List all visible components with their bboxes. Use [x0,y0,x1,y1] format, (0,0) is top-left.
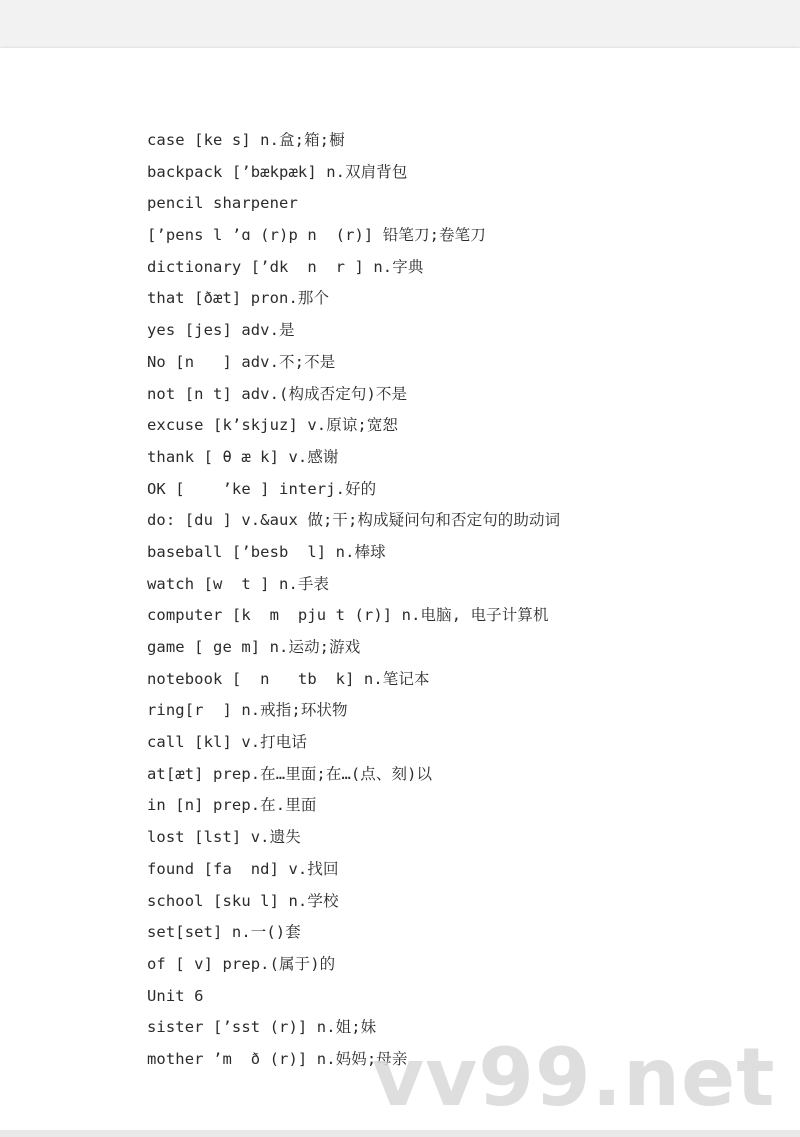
vocabulary-entry: watch [w t ] n.手表 [147,574,330,593]
vocabulary-entry: call [kl] v.打电话 [147,733,307,752]
vocabulary-entry: No [n ] adv.不;不是 [147,352,336,371]
vocabulary-entry: mother ’m ð (r)] n.妈妈;母亲 [147,1049,408,1068]
vocabulary-entry: thank [ θ æ k] v.感谢 [147,447,339,466]
vocabulary-entry: that [ðæt] pron.那个 [147,289,330,308]
vocabulary-entry: excuse [k’skjuz] v.原谅;宽恕 [147,416,399,435]
vocabulary-entry: not [n t] adv.(构成否定句)不是 [147,384,408,403]
vocabulary-entry: dictionary [’dk n r ] n.字典 [147,257,424,276]
vocabulary-entry: ring[r ] n.戒指;环状物 [147,701,348,720]
page-bottom-edge [0,1130,800,1137]
vocabulary-entry: set[set] n.一()套 [147,923,301,942]
vocabulary-entry: school [sku l] n.学校 [147,891,339,910]
unit-heading: Unit 6 [147,986,204,1005]
vocabulary-entry: notebook [ n tb k] n.笔记本 [147,669,430,688]
vocabulary-entry: pencil sharpener [147,194,298,213]
vocabulary-entry: OK [ ’ke ] interj.好的 [147,479,377,498]
vocabulary-entry: [’pens l ’ɑ (r)p n (r)] 铅笔刀;卷笔刀 [147,226,486,245]
vocabulary-entry: case [ke s] n.盒;箱;橱 [147,131,345,149]
vocabulary-entry: at[æt] prep.在…里面;在…(点、刻)以 [147,764,433,783]
vocabulary-entry: found [fa nd] v.找回 [147,859,339,878]
vocabulary-entry: game [ ge m] n.运动;游戏 [147,638,361,656]
document-page [0,48,800,1130]
vocabulary-list [147,125,560,1076]
vocabulary-entry: sister [’sst (r)] n.姐;妹 [147,1018,377,1037]
vocabulary-entry: of [ v] prep.(属于)的 [147,954,336,973]
vocabulary-entry: computer [k m pju t (r)] n.电脑, 电子计算机 [147,606,549,625]
vocabulary-entry: in [n] prep.在.里面 [147,796,317,815]
vocabulary-entry: lost [lst] v.遗失 [147,828,301,847]
vocabulary-entry: do: [du ] v.&aux 做;干;构成疑问句和否定句的助动词 [147,511,561,530]
site-watermark: vv99.net [372,1031,776,1124]
vocabulary-entry: baseball [’besb l] n.棒球 [147,542,386,561]
vocabulary-entry: backpack [’bækpæk] n.双肩背包 [147,162,408,181]
vocabulary-entry: yes [jes] adv.是 [147,321,295,340]
